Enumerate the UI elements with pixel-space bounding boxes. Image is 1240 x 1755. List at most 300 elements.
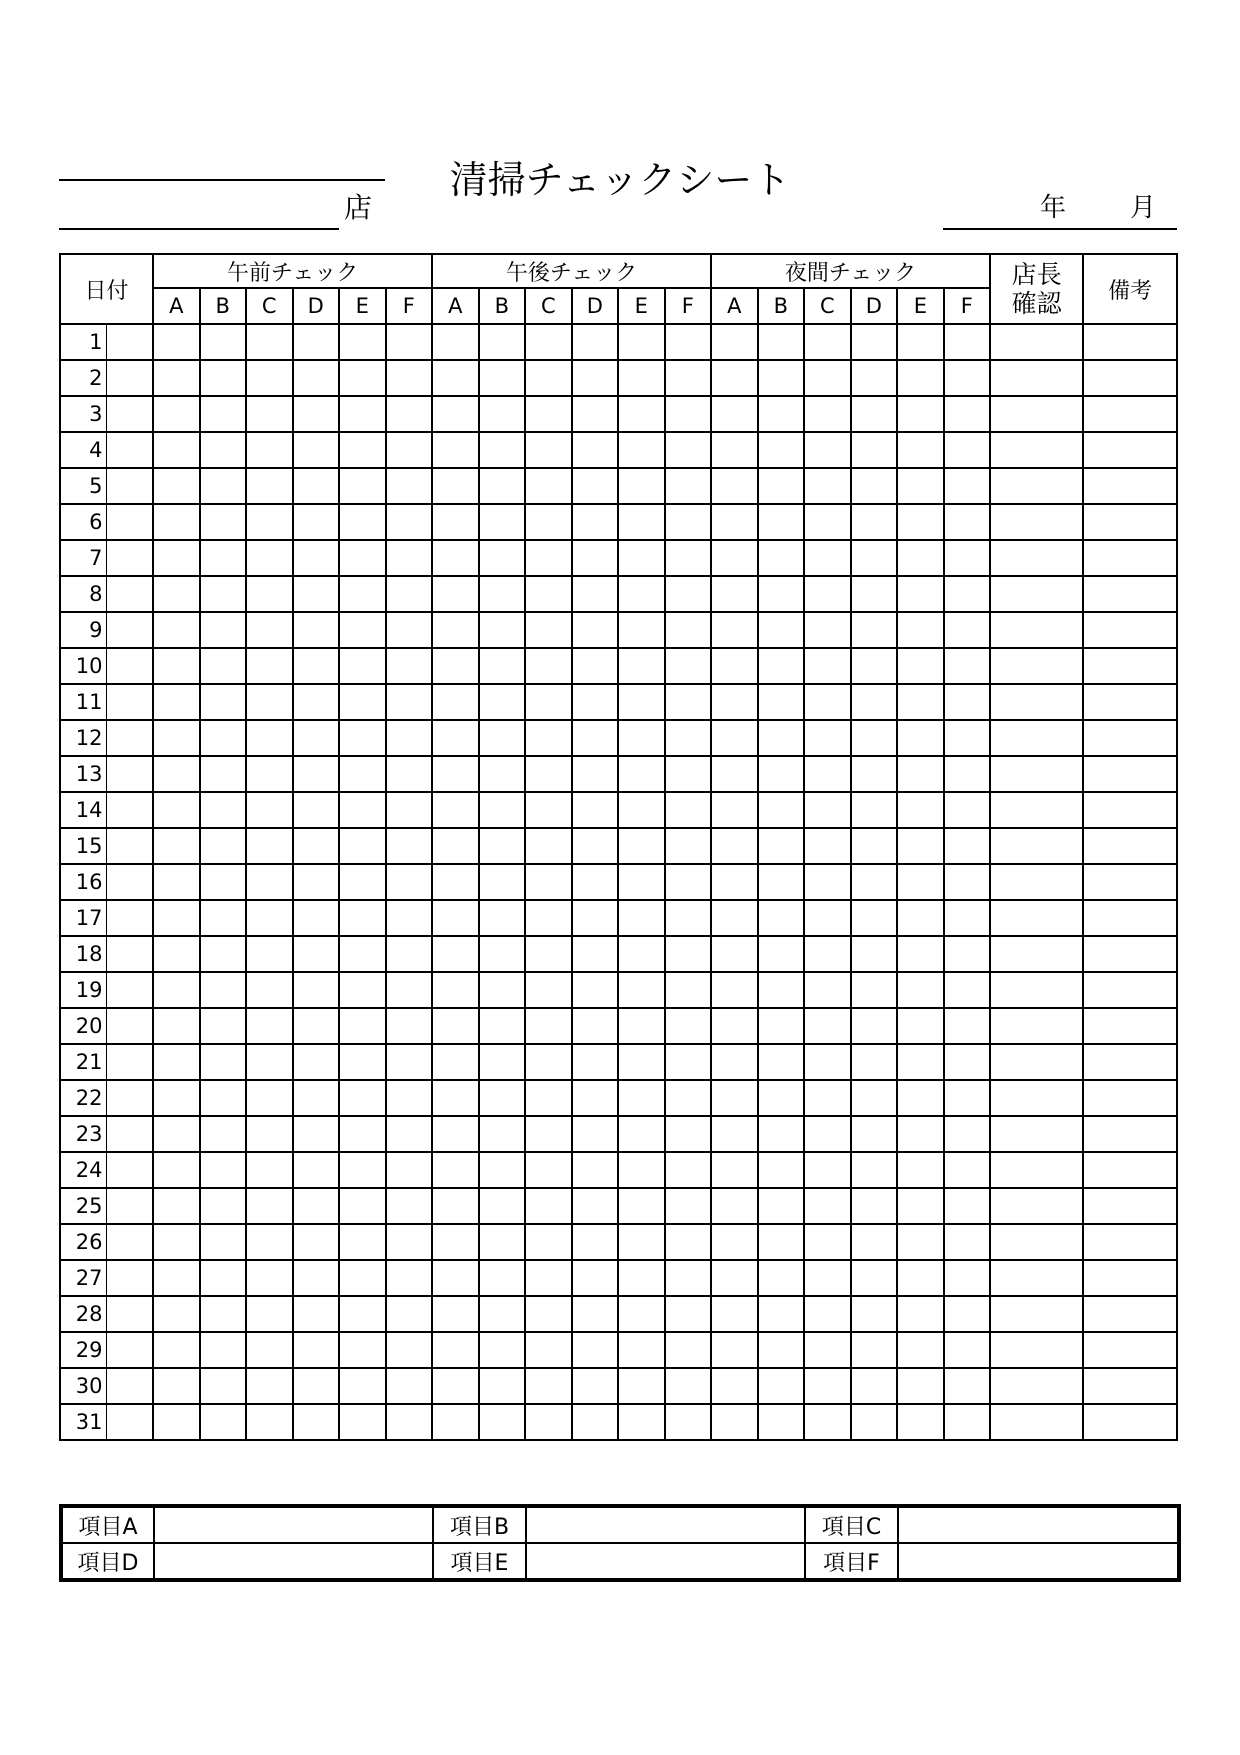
check-cell[interactable] xyxy=(897,1152,944,1188)
manager-confirm-cell[interactable] xyxy=(990,1080,1083,1116)
check-cell[interactable] xyxy=(618,324,665,360)
check-cell[interactable] xyxy=(432,1152,479,1188)
check-cell[interactable] xyxy=(897,1188,944,1224)
check-cell[interactable] xyxy=(339,1008,386,1044)
weekday-cell[interactable] xyxy=(106,972,153,1008)
check-cell[interactable] xyxy=(293,936,340,972)
check-cell[interactable] xyxy=(339,360,386,396)
manager-confirm-cell[interactable] xyxy=(990,432,1083,468)
check-cell[interactable] xyxy=(851,540,898,576)
check-cell[interactable] xyxy=(665,324,712,360)
check-cell[interactable] xyxy=(804,324,851,360)
weekday-cell[interactable] xyxy=(106,1188,153,1224)
check-cell[interactable] xyxy=(153,756,200,792)
weekday-cell[interactable] xyxy=(106,1368,153,1404)
check-cell[interactable] xyxy=(665,1224,712,1260)
check-cell[interactable] xyxy=(804,1116,851,1152)
remarks-cell[interactable] xyxy=(1083,1260,1177,1296)
check-cell[interactable] xyxy=(246,1224,293,1260)
check-cell[interactable] xyxy=(618,1296,665,1332)
check-cell[interactable] xyxy=(758,1404,805,1440)
check-cell[interactable] xyxy=(525,1332,572,1368)
check-cell[interactable] xyxy=(246,648,293,684)
check-cell[interactable] xyxy=(804,900,851,936)
check-cell[interactable] xyxy=(897,1404,944,1440)
check-cell[interactable] xyxy=(665,1260,712,1296)
check-cell[interactable] xyxy=(386,1224,433,1260)
check-cell[interactable] xyxy=(572,648,619,684)
check-cell[interactable] xyxy=(246,1332,293,1368)
check-cell[interactable] xyxy=(572,360,619,396)
check-cell[interactable] xyxy=(432,756,479,792)
weekday-cell[interactable] xyxy=(106,1224,153,1260)
check-cell[interactable] xyxy=(246,1188,293,1224)
check-cell[interactable] xyxy=(525,1152,572,1188)
check-cell[interactable] xyxy=(339,396,386,432)
check-cell[interactable] xyxy=(944,792,991,828)
remarks-cell[interactable] xyxy=(1083,1296,1177,1332)
check-cell[interactable] xyxy=(944,1296,991,1332)
weekday-cell[interactable] xyxy=(106,1080,153,1116)
check-cell[interactable] xyxy=(246,792,293,828)
check-cell[interactable] xyxy=(386,828,433,864)
check-cell[interactable] xyxy=(897,684,944,720)
check-cell[interactable] xyxy=(804,504,851,540)
check-cell[interactable] xyxy=(153,1260,200,1296)
weekday-cell[interactable] xyxy=(106,684,153,720)
check-cell[interactable] xyxy=(200,864,247,900)
check-cell[interactable] xyxy=(758,396,805,432)
check-cell[interactable] xyxy=(804,972,851,1008)
check-cell[interactable] xyxy=(851,576,898,612)
manager-confirm-cell[interactable] xyxy=(990,900,1083,936)
check-cell[interactable] xyxy=(618,864,665,900)
check-cell[interactable] xyxy=(851,324,898,360)
check-cell[interactable] xyxy=(293,720,340,756)
remarks-cell[interactable] xyxy=(1083,1116,1177,1152)
check-cell[interactable] xyxy=(572,1332,619,1368)
remarks-cell[interactable] xyxy=(1083,1368,1177,1404)
manager-confirm-cell[interactable] xyxy=(990,1152,1083,1188)
check-cell[interactable] xyxy=(479,360,526,396)
manager-confirm-cell[interactable] xyxy=(990,1116,1083,1152)
check-cell[interactable] xyxy=(897,648,944,684)
weekday-cell[interactable] xyxy=(106,1044,153,1080)
check-cell[interactable] xyxy=(293,972,340,1008)
check-cell[interactable] xyxy=(944,828,991,864)
check-cell[interactable] xyxy=(851,792,898,828)
weekday-cell[interactable] xyxy=(106,648,153,684)
manager-confirm-cell[interactable] xyxy=(990,504,1083,540)
manager-confirm-cell[interactable] xyxy=(990,612,1083,648)
check-cell[interactable] xyxy=(386,1296,433,1332)
check-cell[interactable] xyxy=(432,396,479,432)
check-cell[interactable] xyxy=(293,1080,340,1116)
manager-confirm-cell[interactable] xyxy=(990,828,1083,864)
check-cell[interactable] xyxy=(339,432,386,468)
check-cell[interactable] xyxy=(758,612,805,648)
legend-field-f[interactable] xyxy=(898,1543,1179,1580)
manager-confirm-cell[interactable] xyxy=(990,720,1083,756)
remarks-cell[interactable] xyxy=(1083,1080,1177,1116)
check-cell[interactable] xyxy=(525,1080,572,1116)
check-cell[interactable] xyxy=(386,1080,433,1116)
check-cell[interactable] xyxy=(897,936,944,972)
check-cell[interactable] xyxy=(246,324,293,360)
check-cell[interactable] xyxy=(293,900,340,936)
check-cell[interactable] xyxy=(153,1188,200,1224)
check-cell[interactable] xyxy=(758,432,805,468)
check-cell[interactable] xyxy=(944,432,991,468)
check-cell[interactable] xyxy=(804,864,851,900)
check-cell[interactable] xyxy=(386,756,433,792)
check-cell[interactable] xyxy=(386,864,433,900)
check-cell[interactable] xyxy=(897,360,944,396)
check-cell[interactable] xyxy=(665,756,712,792)
check-cell[interactable] xyxy=(200,936,247,972)
check-cell[interactable] xyxy=(572,972,619,1008)
remarks-cell[interactable] xyxy=(1083,864,1177,900)
legend-field-c[interactable] xyxy=(898,1506,1179,1543)
check-cell[interactable] xyxy=(293,540,340,576)
check-cell[interactable] xyxy=(246,468,293,504)
check-cell[interactable] xyxy=(944,864,991,900)
check-cell[interactable] xyxy=(153,612,200,648)
check-cell[interactable] xyxy=(897,1224,944,1260)
check-cell[interactable] xyxy=(432,504,479,540)
check-cell[interactable] xyxy=(804,540,851,576)
check-cell[interactable] xyxy=(804,612,851,648)
check-cell[interactable] xyxy=(200,684,247,720)
check-cell[interactable] xyxy=(851,432,898,468)
check-cell[interactable] xyxy=(386,612,433,648)
check-cell[interactable] xyxy=(758,792,805,828)
check-cell[interactable] xyxy=(200,720,247,756)
check-cell[interactable] xyxy=(618,1404,665,1440)
check-cell[interactable] xyxy=(572,504,619,540)
check-cell[interactable] xyxy=(153,720,200,756)
check-cell[interactable] xyxy=(711,432,758,468)
check-cell[interactable] xyxy=(665,864,712,900)
check-cell[interactable] xyxy=(618,1116,665,1152)
weekday-cell[interactable] xyxy=(106,936,153,972)
check-cell[interactable] xyxy=(386,972,433,1008)
check-cell[interactable] xyxy=(293,1044,340,1080)
manager-confirm-cell[interactable] xyxy=(990,792,1083,828)
check-cell[interactable] xyxy=(246,936,293,972)
check-cell[interactable] xyxy=(711,1116,758,1152)
check-cell[interactable] xyxy=(525,900,572,936)
remarks-cell[interactable] xyxy=(1083,1224,1177,1260)
check-cell[interactable] xyxy=(246,1260,293,1296)
check-cell[interactable] xyxy=(711,1224,758,1260)
check-cell[interactable] xyxy=(944,540,991,576)
weekday-cell[interactable] xyxy=(106,828,153,864)
check-cell[interactable] xyxy=(200,1332,247,1368)
check-cell[interactable] xyxy=(293,792,340,828)
check-cell[interactable] xyxy=(479,1080,526,1116)
remarks-cell[interactable] xyxy=(1083,432,1177,468)
check-cell[interactable] xyxy=(479,1008,526,1044)
check-cell[interactable] xyxy=(618,432,665,468)
check-cell[interactable] xyxy=(665,1296,712,1332)
check-cell[interactable] xyxy=(339,1224,386,1260)
check-cell[interactable] xyxy=(897,1332,944,1368)
check-cell[interactable] xyxy=(665,1404,712,1440)
check-cell[interactable] xyxy=(386,504,433,540)
check-cell[interactable] xyxy=(711,972,758,1008)
check-cell[interactable] xyxy=(386,648,433,684)
check-cell[interactable] xyxy=(711,1080,758,1116)
check-cell[interactable] xyxy=(851,360,898,396)
check-cell[interactable] xyxy=(339,1368,386,1404)
check-cell[interactable] xyxy=(200,1224,247,1260)
check-cell[interactable] xyxy=(479,468,526,504)
check-cell[interactable] xyxy=(432,1224,479,1260)
check-cell[interactable] xyxy=(572,1188,619,1224)
check-cell[interactable] xyxy=(479,324,526,360)
check-cell[interactable] xyxy=(944,576,991,612)
check-cell[interactable] xyxy=(153,1116,200,1152)
check-cell[interactable] xyxy=(153,396,200,432)
check-cell[interactable] xyxy=(711,1008,758,1044)
year-month-line[interactable] xyxy=(943,228,1177,230)
check-cell[interactable] xyxy=(200,792,247,828)
check-cell[interactable] xyxy=(246,504,293,540)
manager-confirm-cell[interactable] xyxy=(990,972,1083,1008)
check-cell[interactable] xyxy=(618,936,665,972)
check-cell[interactable] xyxy=(851,720,898,756)
check-cell[interactable] xyxy=(153,360,200,396)
check-cell[interactable] xyxy=(758,1368,805,1404)
check-cell[interactable] xyxy=(711,720,758,756)
check-cell[interactable] xyxy=(804,432,851,468)
check-cell[interactable] xyxy=(525,468,572,504)
check-cell[interactable] xyxy=(525,1044,572,1080)
check-cell[interactable] xyxy=(897,1044,944,1080)
weekday-cell[interactable] xyxy=(106,756,153,792)
check-cell[interactable] xyxy=(758,684,805,720)
check-cell[interactable] xyxy=(246,540,293,576)
remarks-cell[interactable] xyxy=(1083,612,1177,648)
check-cell[interactable] xyxy=(572,324,619,360)
check-cell[interactable] xyxy=(758,576,805,612)
check-cell[interactable] xyxy=(851,612,898,648)
check-cell[interactable] xyxy=(665,1116,712,1152)
check-cell[interactable] xyxy=(386,1332,433,1368)
check-cell[interactable] xyxy=(758,1260,805,1296)
check-cell[interactable] xyxy=(246,576,293,612)
check-cell[interactable] xyxy=(758,1080,805,1116)
check-cell[interactable] xyxy=(944,720,991,756)
check-cell[interactable] xyxy=(572,1152,619,1188)
check-cell[interactable] xyxy=(525,1260,572,1296)
check-cell[interactable] xyxy=(944,612,991,648)
check-cell[interactable] xyxy=(897,720,944,756)
check-cell[interactable] xyxy=(572,432,619,468)
check-cell[interactable] xyxy=(432,540,479,576)
check-cell[interactable] xyxy=(665,1332,712,1368)
check-cell[interactable] xyxy=(200,396,247,432)
check-cell[interactable] xyxy=(525,432,572,468)
check-cell[interactable] xyxy=(200,1080,247,1116)
check-cell[interactable] xyxy=(525,648,572,684)
check-cell[interactable] xyxy=(246,1008,293,1044)
check-cell[interactable] xyxy=(572,540,619,576)
remarks-cell[interactable] xyxy=(1083,576,1177,612)
check-cell[interactable] xyxy=(153,1224,200,1260)
check-cell[interactable] xyxy=(200,1116,247,1152)
check-cell[interactable] xyxy=(293,1008,340,1044)
check-cell[interactable] xyxy=(432,1296,479,1332)
check-cell[interactable] xyxy=(293,324,340,360)
check-cell[interactable] xyxy=(432,1404,479,1440)
check-cell[interactable] xyxy=(479,936,526,972)
check-cell[interactable] xyxy=(479,1404,526,1440)
check-cell[interactable] xyxy=(432,1260,479,1296)
check-cell[interactable] xyxy=(897,1368,944,1404)
weekday-cell[interactable] xyxy=(106,576,153,612)
check-cell[interactable] xyxy=(758,756,805,792)
check-cell[interactable] xyxy=(479,576,526,612)
check-cell[interactable] xyxy=(200,756,247,792)
check-cell[interactable] xyxy=(572,396,619,432)
check-cell[interactable] xyxy=(432,900,479,936)
check-cell[interactable] xyxy=(479,720,526,756)
check-cell[interactable] xyxy=(432,576,479,612)
manager-confirm-cell[interactable] xyxy=(990,576,1083,612)
check-cell[interactable] xyxy=(572,1080,619,1116)
check-cell[interactable] xyxy=(572,864,619,900)
check-cell[interactable] xyxy=(572,1404,619,1440)
check-cell[interactable] xyxy=(944,396,991,432)
check-cell[interactable] xyxy=(944,1008,991,1044)
manager-confirm-cell[interactable] xyxy=(990,396,1083,432)
check-cell[interactable] xyxy=(246,1044,293,1080)
check-cell[interactable] xyxy=(758,936,805,972)
check-cell[interactable] xyxy=(153,432,200,468)
check-cell[interactable] xyxy=(479,864,526,900)
check-cell[interactable] xyxy=(339,504,386,540)
check-cell[interactable] xyxy=(246,972,293,1008)
check-cell[interactable] xyxy=(944,648,991,684)
check-cell[interactable] xyxy=(200,1368,247,1404)
check-cell[interactable] xyxy=(944,936,991,972)
check-cell[interactable] xyxy=(851,396,898,432)
check-cell[interactable] xyxy=(804,1224,851,1260)
check-cell[interactable] xyxy=(758,504,805,540)
check-cell[interactable] xyxy=(525,792,572,828)
check-cell[interactable] xyxy=(711,1260,758,1296)
check-cell[interactable] xyxy=(618,1368,665,1404)
check-cell[interactable] xyxy=(432,1008,479,1044)
check-cell[interactable] xyxy=(572,1224,619,1260)
check-cell[interactable] xyxy=(711,1332,758,1368)
check-cell[interactable] xyxy=(665,684,712,720)
check-cell[interactable] xyxy=(246,1080,293,1116)
check-cell[interactable] xyxy=(246,864,293,900)
check-cell[interactable] xyxy=(944,468,991,504)
check-cell[interactable] xyxy=(386,1044,433,1080)
check-cell[interactable] xyxy=(153,864,200,900)
check-cell[interactable] xyxy=(618,576,665,612)
check-cell[interactable] xyxy=(479,504,526,540)
check-cell[interactable] xyxy=(572,1296,619,1332)
check-cell[interactable] xyxy=(804,648,851,684)
check-cell[interactable] xyxy=(386,1368,433,1404)
check-cell[interactable] xyxy=(432,1368,479,1404)
check-cell[interactable] xyxy=(618,648,665,684)
check-cell[interactable] xyxy=(804,396,851,432)
check-cell[interactable] xyxy=(851,1008,898,1044)
check-cell[interactable] xyxy=(386,1116,433,1152)
check-cell[interactable] xyxy=(897,396,944,432)
check-cell[interactable] xyxy=(339,720,386,756)
check-cell[interactable] xyxy=(339,1332,386,1368)
check-cell[interactable] xyxy=(804,1260,851,1296)
check-cell[interactable] xyxy=(618,828,665,864)
check-cell[interactable] xyxy=(200,828,247,864)
check-cell[interactable] xyxy=(200,1260,247,1296)
check-cell[interactable] xyxy=(293,1116,340,1152)
weekday-cell[interactable] xyxy=(106,1332,153,1368)
check-cell[interactable] xyxy=(479,756,526,792)
check-cell[interactable] xyxy=(339,1152,386,1188)
check-cell[interactable] xyxy=(339,1260,386,1296)
legend-field-e[interactable] xyxy=(526,1543,805,1580)
remarks-cell[interactable] xyxy=(1083,1404,1177,1440)
weekday-cell[interactable] xyxy=(106,396,153,432)
check-cell[interactable] xyxy=(525,360,572,396)
check-cell[interactable] xyxy=(804,1008,851,1044)
check-cell[interactable] xyxy=(386,1152,433,1188)
check-cell[interactable] xyxy=(758,1008,805,1044)
check-cell[interactable] xyxy=(153,972,200,1008)
remarks-cell[interactable] xyxy=(1083,936,1177,972)
check-cell[interactable] xyxy=(432,612,479,648)
check-cell[interactable] xyxy=(665,432,712,468)
check-cell[interactable] xyxy=(572,1116,619,1152)
check-cell[interactable] xyxy=(572,756,619,792)
check-cell[interactable] xyxy=(525,612,572,648)
remarks-cell[interactable] xyxy=(1083,900,1177,936)
weekday-cell[interactable] xyxy=(106,900,153,936)
check-cell[interactable] xyxy=(246,360,293,396)
check-cell[interactable] xyxy=(618,468,665,504)
check-cell[interactable] xyxy=(897,864,944,900)
check-cell[interactable] xyxy=(944,684,991,720)
check-cell[interactable] xyxy=(897,792,944,828)
check-cell[interactable] xyxy=(618,684,665,720)
manager-confirm-cell[interactable] xyxy=(990,648,1083,684)
check-cell[interactable] xyxy=(711,1152,758,1188)
check-cell[interactable] xyxy=(432,1080,479,1116)
check-cell[interactable] xyxy=(153,828,200,864)
check-cell[interactable] xyxy=(804,1332,851,1368)
check-cell[interactable] xyxy=(665,1368,712,1404)
check-cell[interactable] xyxy=(944,360,991,396)
check-cell[interactable] xyxy=(339,468,386,504)
check-cell[interactable] xyxy=(758,648,805,684)
check-cell[interactable] xyxy=(525,1008,572,1044)
check-cell[interactable] xyxy=(339,648,386,684)
check-cell[interactable] xyxy=(479,684,526,720)
check-cell[interactable] xyxy=(665,792,712,828)
check-cell[interactable] xyxy=(572,792,619,828)
check-cell[interactable] xyxy=(897,540,944,576)
check-cell[interactable] xyxy=(758,1296,805,1332)
check-cell[interactable] xyxy=(944,1368,991,1404)
